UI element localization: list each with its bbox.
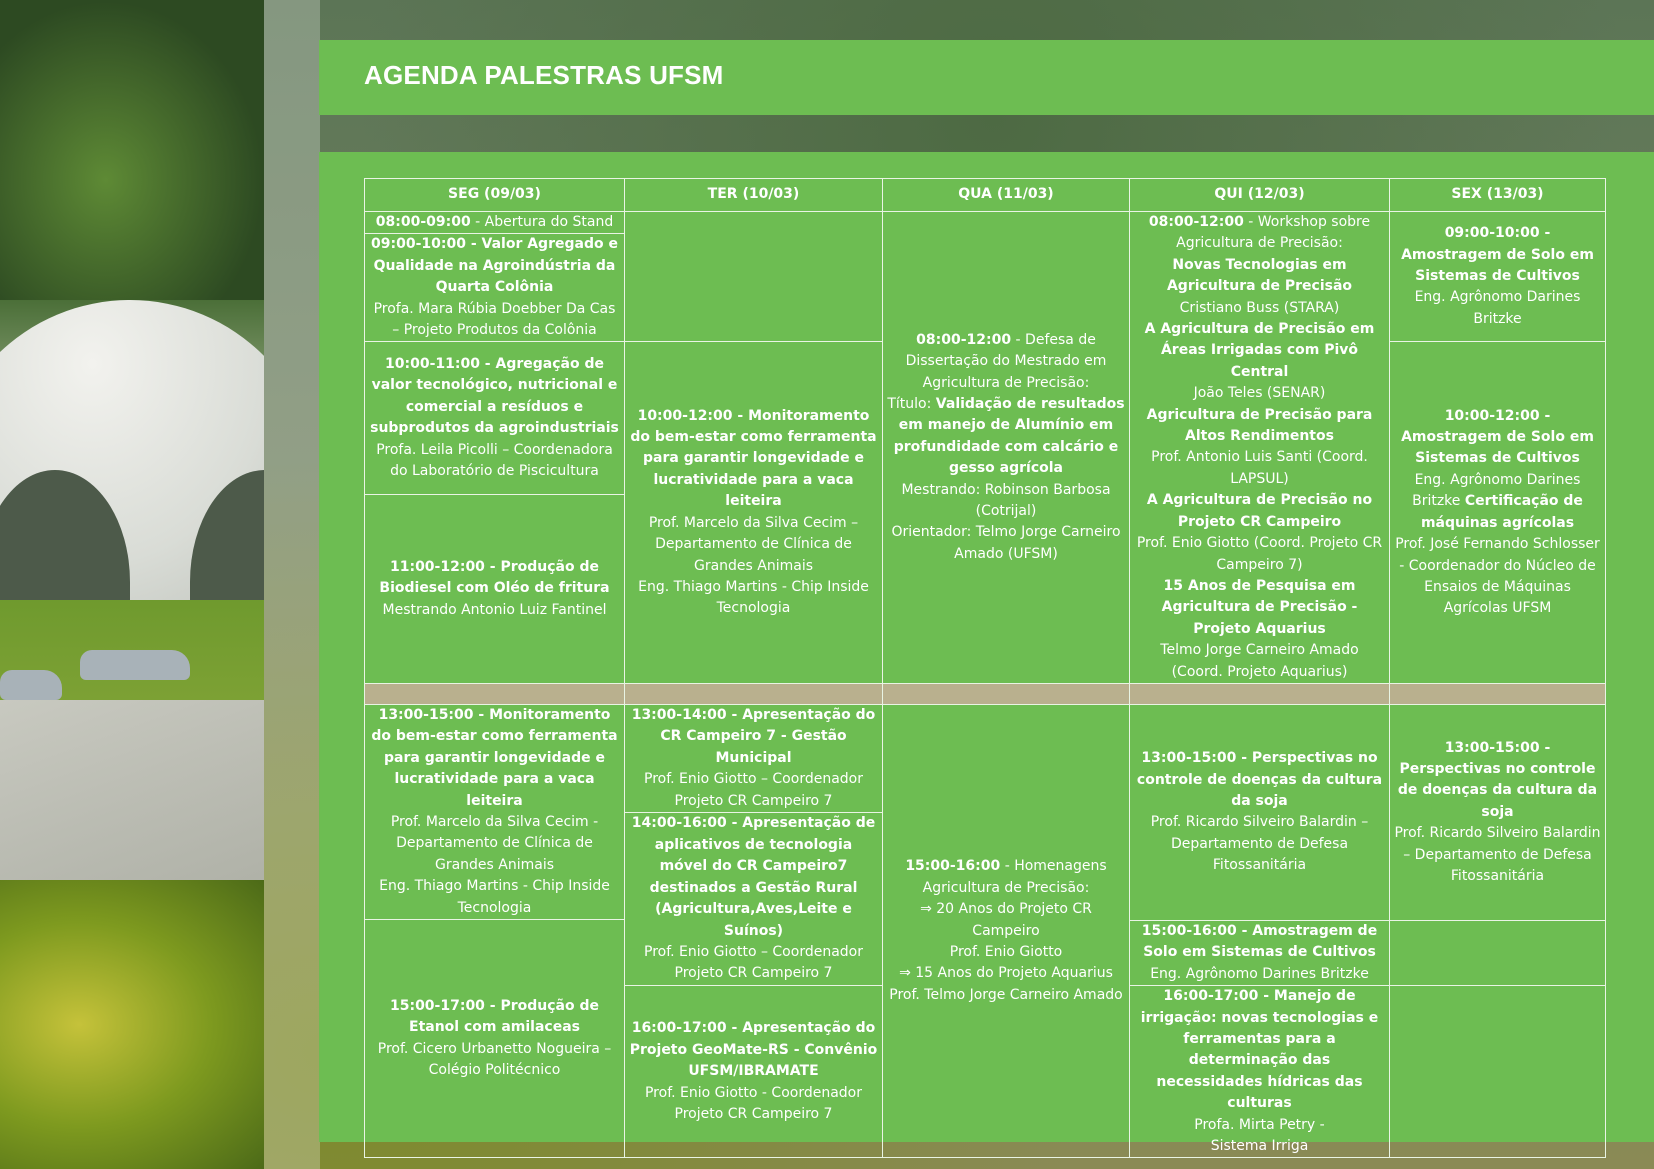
lunch-break-row [365,683,1606,704]
car [0,670,62,700]
seg-slot-5: 13:00-15:00 - Monitoramento do bem-estar como ferramenta para garantir longevidade e lucratividade para a vaca leiteira Prof. Marcelo da Silva Cecim - Departamento de Clínica de Grandes Animais Eng. Thiago Martins - Chip Inside Tecnologia [365,704,625,919]
ter-slot-4: 16:00-17:00 - Apresentação do Projeto GeoMate-RS - Convênio UFSM/IBRAMATE Prof. Enio Giotto - Coordenador Projeto CR Campeiro 7 [625,986,883,1158]
lunch-break [365,683,625,704]
page-title: AGENDA PALESTRAS UFSM [364,60,724,90]
campus-photo [0,0,264,1169]
ter-slot-1: 10:00-12:00 - Monitoramento do bem-estar como ferramenta para garantir longevidade e lucratividade para a vaca leiteira Prof. Marcelo da Silva Cecim – Departamento de Clínica de Grandes Animais Eng. Thiago Martins - Chip Inside Tecnologia [625,342,883,684]
qui-slot-1: 08:00-12:00 - Workshop sobre Agricultura de Precisão: Novas Tecnologias em Agricultura de Precisão Cristiano Buss (STARA) A Agricultura de Precisão em Áreas Irrigadas com Pivô Central João Teles (SENAR) Agricultura de Precisão para Altos Rendimentos Prof. Antonio Luis Santi (Coord. LAPSUL) A Agricultura de Precisão no Projeto CR Campeiro Prof. Enio Giotto (Coord. Projeto CR Campeiro 7) 15 Anos de Pesquisa em Agricultura de Precisão - Projeto Aquarius Telmo Jorge Carneiro Amado (Coord. Projeto Aquarius) [1130,212,1390,684]
qui-slot-4: 16:00-17:00 - Manejo de irrigação: novas tecnologias e ferramentas para a determinação das necessidades hídricas das culturas Profa. Mirta Petry - Sistema Irriga [1130,986,1390,1158]
seg-slot-2: 09:00-10:00 - Valor Agregado e Qualidade na Agroindústria da Quarta Colônia Profa. Mara Rúbia Doebber Da Cas – Projeto Produtos da Colônia [365,234,625,342]
day-header-qui: QUI (12/03) [1130,179,1390,212]
sex-slot-1: 09:00-10:00 - Amostragem de Solo em Sistemas de Cultivos Eng. Agrônomo Darines Britzke [1390,212,1606,342]
day-header-sex: SEX (13/03) [1390,179,1606,212]
lunch-break [883,683,1130,704]
tree-canopy [0,0,264,300]
lunch-break [1130,683,1390,704]
trees [0,880,264,1169]
sex-empty-1 [1390,921,1606,986]
seg-slot-1: 08:00-09:00 - Abertura do Stand [365,212,625,234]
sex-empty-2 [1390,986,1606,1158]
seg-slot-3: 10:00-11:00 - Agregação de valor tecnológico, nutricional e comercial a resíduos e subprodutos da agroindustriais Profa. Leila Picolli – Coordenadora do Laboratório de Piscicultura [365,342,625,495]
ter-empty-morning [625,212,883,342]
qui-slot-3: 15:00-16:00 - Amostragem de Solo em Sistemas de Cultivos Eng. Agrônomo Darines Britzke [1130,921,1390,986]
road [0,700,264,900]
agenda-panel [319,152,1654,1155]
car [80,650,190,680]
lunch-break [1390,683,1606,704]
day-header-row [365,179,1606,212]
header-band [319,40,1654,115]
agenda-table [364,178,1606,1158]
day-header-ter: TER (10/03) [625,179,883,212]
lunch-break [625,683,883,704]
qui-slot-2: 13:00-15:00 - Perspectivas no controle de doenças da cultura da soja Prof. Ricardo Silveiro Balardin – Departamento de Defesa Fitossanitária [1130,704,1390,920]
sex-slot-3: 13:00-15:00 - Perspectivas no controle de doenças da cultura da soja Prof. Ricardo Silveiro Balardin – Departamento de Defesa Fitossanitária [1390,704,1606,920]
day-header-qua: QUA (11/03) [883,179,1130,212]
ter-slot-3: 14:00-16:00 - Apresentação de aplicativos de tecnologia móvel do CR Campeiro7 destinados a Gestão Rural (Agricultura,Aves,Leite e Suínos) Prof. Enio Giotto – Coordenador Projeto CR Campeiro 7 [625,812,883,985]
qua-slot-2: 15:00-16:00 - Homenagens Agricultura de Precisão: ⇒ 20 Anos do Projeto CR Campeiro Prof. Enio Giotto ⇒ 15 Anos do Projeto Aquarius Prof. Telmo Jorge Carneiro Amado [883,704,1130,1158]
seg-slot-6: 15:00-17:00 - Produção de Etanol com amilaceas Prof. Cicero Urbanetto Nogueira – Colégio Politécnico [365,920,625,1158]
sex-slot-2: 10:00-12:00 - Amostragem de Solo em Sistemas de Cultivos Eng. Agrônomo Darines Britzke Certificação de máquinas agrícolas Prof. José Fernando Schlosser - Coordenador do Núcleo de Ensaios de Máquinas Agrícolas UFSM [1390,342,1606,684]
seg-slot-4: 11:00-12:00 - Produção de Biodiesel com Oléo de fritura Mestrando Antonio Luiz Fantinel [365,494,625,683]
day-header-seg: SEG (09/03) [365,179,625,212]
ter-slot-2: 13:00-14:00 - Apresentação do CR Campeiro 7 - Gestão Municipal Prof. Enio Giotto – Coordenador Projeto CR Campeiro 7 [625,704,883,812]
qua-slot-1: 08:00-12:00 - Defesa de Dissertação do Mestrado em Agricultura de Precisão: Título: Validação de resultados em manejo de Alumínio em profundidade com calcário e gesso agrícola Mestrando: Robinson Barbosa (Cotrijal) Orientador: Telmo Jorge Carneiro Amado (UFSM) [883,212,1130,684]
photo-veil [264,0,320,1169]
